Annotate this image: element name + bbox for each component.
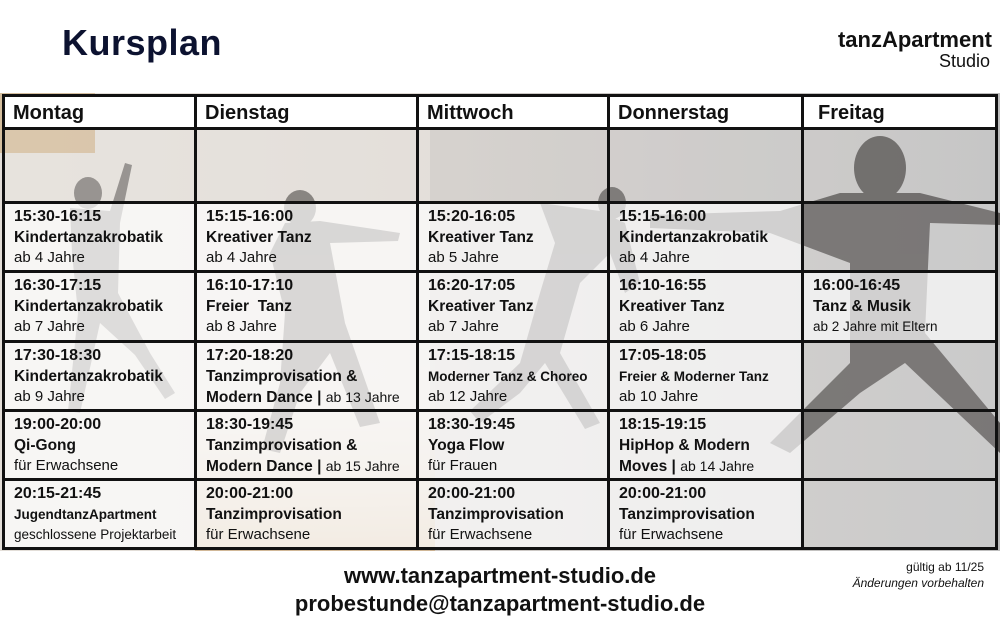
course-age: ab 7 Jahre xyxy=(428,318,499,336)
time-slot-row xyxy=(4,203,997,272)
course-name: Kreativer Tanz xyxy=(206,229,312,247)
schedule-area xyxy=(0,93,1000,551)
course-time: 20:00-21:00 xyxy=(428,484,516,502)
image-cell xyxy=(196,129,418,203)
empty-cell xyxy=(803,341,997,410)
course-age: ab 6 Jahre xyxy=(619,318,690,336)
course-age: für Erwachsene xyxy=(206,525,311,543)
course-cell xyxy=(609,410,803,479)
course-age: für Frauen xyxy=(428,456,498,474)
empty-cell xyxy=(803,410,997,479)
course-name: Tanzimprovisation & xyxy=(206,367,358,385)
course-name: Kreativer Tanz xyxy=(619,298,725,316)
course-cell xyxy=(803,272,997,341)
course-name-cont: Moves | xyxy=(619,457,676,475)
course-name: Kindertanzakrobatik xyxy=(14,298,164,316)
course-cell xyxy=(196,479,418,548)
course-age: ab 4 Jahre xyxy=(619,249,690,267)
course-time: 18:30-19:45 xyxy=(428,415,516,433)
email-link[interactable]: probestunde@tanzapartment-studio.de xyxy=(294,591,706,616)
course-name: Kreativer Tanz xyxy=(428,298,534,316)
course-time: 16:10-16:55 xyxy=(619,277,707,295)
course-name-cont: Modern Dance | xyxy=(206,457,322,475)
course-name: Tanz & Musik xyxy=(813,298,911,316)
course-age: ab 4 Jahre xyxy=(14,249,85,267)
brand-name: tanzApartment xyxy=(837,27,992,52)
course-name: Kreativer Tanz xyxy=(428,229,534,247)
weekday-header-row xyxy=(4,96,997,129)
course-time: 17:20-18:20 xyxy=(206,346,294,364)
course-age: ab 10 Jahre xyxy=(619,387,699,405)
course-name-line2 xyxy=(206,387,416,408)
course-age: ab 14 Jahre xyxy=(680,457,755,474)
course-age: ab 12 Jahre xyxy=(428,387,508,405)
course-cell xyxy=(196,341,418,410)
course-time: 16:20-17:05 xyxy=(428,277,516,295)
course-name: Yoga Flow xyxy=(428,436,505,454)
course-time: 15:15-16:00 xyxy=(206,208,294,226)
course-time: 20:00-21:00 xyxy=(619,484,707,502)
course-time: 17:15-18:15 xyxy=(428,346,516,364)
course-name: Tanzimprovisation xyxy=(619,505,755,523)
course-time: 19:00-20:00 xyxy=(14,415,102,433)
course-time: 16:30-17:15 xyxy=(14,277,102,295)
course-time: 16:00-16:45 xyxy=(813,277,901,295)
day-header-thursday: Donnerstag xyxy=(609,96,803,129)
course-age: für Erwachsene xyxy=(619,525,724,543)
course-time: 15:15-16:00 xyxy=(619,208,707,226)
course-time: 17:30-18:30 xyxy=(14,346,102,364)
footer-links xyxy=(0,562,1000,618)
course-name: JugendtanzApartment xyxy=(14,506,157,522)
website-link[interactable]: www.tanzapartment-studio.de xyxy=(343,563,657,588)
time-slot-row xyxy=(4,410,997,479)
image-cell xyxy=(803,129,997,203)
course-time: 20:15-21:45 xyxy=(14,484,102,502)
course-age: ab 7 Jahre xyxy=(14,318,85,336)
course-name: Tanzimprovisation xyxy=(206,505,342,523)
course-cell xyxy=(4,341,196,410)
course-age: ab 5 Jahre xyxy=(428,249,499,267)
course-name: Tanzimprovisation xyxy=(428,505,564,523)
time-slot-row xyxy=(4,341,997,410)
page-title: Kursplan xyxy=(62,22,223,63)
changes-note: Änderungen vorbehalten xyxy=(852,576,984,590)
day-header-tuesday: Dienstag xyxy=(196,96,418,129)
course-age: ab 9 Jahre xyxy=(14,387,85,405)
course-age: ab 2 Jahre mit Eltern xyxy=(813,319,938,335)
course-cell xyxy=(4,410,196,479)
course-cell xyxy=(418,341,609,410)
course-name: Kindertanzakrobatik xyxy=(14,229,164,247)
image-cell xyxy=(609,129,803,203)
course-age: ab 13 Jahre xyxy=(325,388,400,405)
course-name-line2 xyxy=(206,456,416,477)
course-name: HipHop & Modern xyxy=(619,436,750,454)
course-age: ab 8 Jahre xyxy=(206,318,277,336)
course-time: 16:10-17:10 xyxy=(206,277,294,295)
course-age: für Erwachsene xyxy=(428,525,533,543)
validity-note xyxy=(853,559,984,591)
image-row xyxy=(4,129,997,203)
empty-cell xyxy=(803,479,997,548)
course-time: 20:00-21:00 xyxy=(206,484,294,502)
course-name-cont: Modern Dance | xyxy=(206,388,322,406)
course-time: 18:15-19:15 xyxy=(619,415,707,433)
course-cell xyxy=(4,203,196,272)
day-header-wednesday: Mittwoch xyxy=(418,96,609,129)
course-name: Kindertanzakrobatik xyxy=(619,229,769,247)
course-name: Moderner Tanz & Choreo xyxy=(428,368,588,384)
course-cell xyxy=(609,203,803,272)
course-time: 15:30-16:15 xyxy=(14,208,102,226)
course-cell xyxy=(196,410,418,479)
course-cell xyxy=(418,272,609,341)
day-header-monday: Montag xyxy=(4,96,196,129)
course-time: 15:20-16:05 xyxy=(428,208,516,226)
valid-from: gültig ab 11/25 xyxy=(906,560,984,574)
course-cell xyxy=(4,272,196,341)
image-cell xyxy=(4,129,196,203)
time-slot-row xyxy=(4,479,997,548)
course-name: Kindertanzakrobatik xyxy=(14,367,164,385)
course-name: Tanzimprovisation & xyxy=(206,436,358,454)
course-name: Qi-Gong xyxy=(14,436,76,454)
course-age: ab 15 Jahre xyxy=(325,457,400,474)
brand-logo xyxy=(838,28,992,70)
empty-cell xyxy=(803,203,997,272)
time-slot-row xyxy=(4,272,997,341)
course-cell xyxy=(609,272,803,341)
course-time: 18:30-19:45 xyxy=(206,415,294,433)
course-cell xyxy=(609,479,803,548)
image-cell xyxy=(418,129,609,203)
course-name: Freier & Moderner Tanz xyxy=(619,368,769,384)
course-cell xyxy=(196,272,418,341)
schedule-table xyxy=(2,94,998,550)
course-cell xyxy=(418,410,609,479)
course-age: geschlossene Projektarbeit xyxy=(14,526,177,542)
course-time: 17:05-18:05 xyxy=(619,346,707,364)
day-header-friday: Freitag xyxy=(803,96,997,129)
course-cell xyxy=(418,203,609,272)
course-age: ab 4 Jahre xyxy=(206,249,277,267)
course-cell xyxy=(196,203,418,272)
course-name: Freier Tanz xyxy=(206,298,292,316)
brand-subtitle: Studio xyxy=(938,51,990,71)
course-name-line2 xyxy=(619,456,801,477)
course-cell xyxy=(418,479,609,548)
course-cell xyxy=(609,341,803,410)
course-cell xyxy=(4,479,196,548)
course-age: für Erwachsene xyxy=(14,456,119,474)
